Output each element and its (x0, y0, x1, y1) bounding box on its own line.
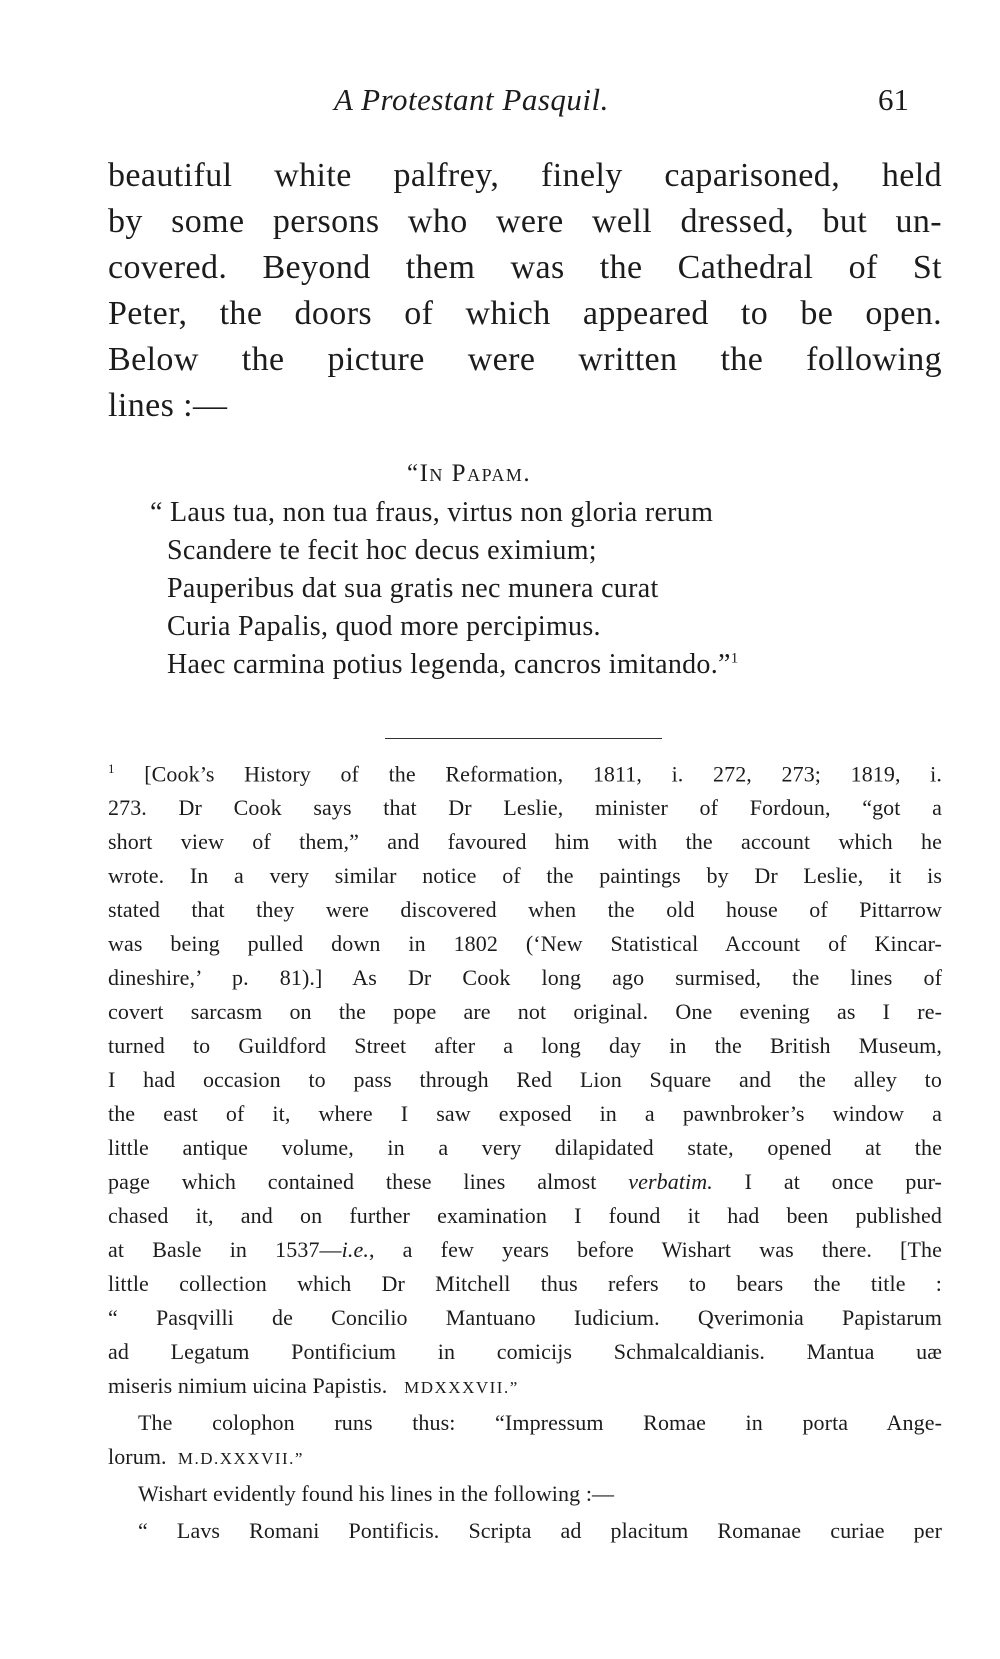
colophon-line-2-text: lorum. (108, 1444, 167, 1469)
footnote-line-10: I had occasion to pass through Red Lion Square and the alley to (108, 1067, 942, 1092)
poem-heading: “In Papam. (407, 460, 532, 487)
poem-line-5-text: Haec carmina potius legenda, cancros imitando.” (167, 649, 731, 680)
footnote-line-7: dineshire,’ p. 81).] As Dr Cook long ago surmised, the lines of (108, 965, 942, 990)
footnote-line-3: short view of them,” and favoured him with the account which he (108, 829, 942, 854)
footnote-line-17: “ Pasqvilli de Concilio Mantuano Iudicium. Qverimonia Papistarum (108, 1305, 942, 1330)
colophon-line-2 (108, 1444, 942, 1470)
footnote-line-16: little collection which Dr Mitchell thus refers to bears the title : (108, 1271, 942, 1296)
footnote-line-9: turned to Guildford Street after a long day in the British Museum, (108, 1033, 942, 1058)
footnote-line-15 (108, 1237, 942, 1263)
running-header-title: A Protestant Pasquil. (334, 82, 609, 117)
footnote-divider (385, 738, 662, 739)
footnote-line-13-text: page which contained these lines almost (108, 1169, 597, 1194)
poem-line-4: Curia Papalis, quod more percipimus. (167, 611, 601, 642)
footnote-line-19 (108, 1373, 942, 1399)
body-line-1: beautiful white palfrey, finely caparisoned, held (108, 157, 942, 194)
poem-line-2: Scandere te fecit hoc decus eximium; (167, 535, 597, 566)
footnote-marker: 1 (108, 761, 115, 776)
page-number: 61 (878, 82, 909, 117)
body-line-4: Peter, the doors of which appeared to be open. (108, 295, 942, 332)
body-line-5: Below the picture were written the following (108, 341, 942, 378)
poem-line-5 (167, 649, 739, 681)
footnote-line-12: little antique volume, in a very dilapidated state, opened at the (108, 1135, 942, 1160)
footnote-line-13-tail: I at once pur- (744, 1169, 942, 1194)
body-line-2: by some persons who were well dressed, but un- (108, 203, 942, 240)
footnote-line-5: stated that they were discovered when the old house of Pittarrow (108, 897, 942, 922)
footnote-date: MDXXXVII.” (404, 1378, 519, 1397)
footnote-line-19-text: miseris nimium uicina Papistis. (108, 1373, 388, 1398)
body-line-6: lines :— (108, 387, 228, 424)
poem-line-3: Pauperibus dat sua gratis nec munera curat (167, 573, 659, 604)
colophon-date: M.D.XXXVII.” (177, 1449, 304, 1468)
footnote-line-4: wrote. In a very similar notice of the paintings by Dr Leslie, it is (108, 863, 942, 888)
verbatim-word: verbatim. (628, 1169, 713, 1194)
footnote-line-6: was being pulled down in 1802 (‘New Statistical Account of Kincar- (108, 931, 942, 956)
footnote-line-8: covert sarcasm on the pope are not original. One evening as I re- (108, 999, 942, 1024)
footnote-line-1-text: [Cook’s History of the Reformation, 1811, i. 272, 273; 1819, i. (144, 761, 942, 787)
footnote-line-11: the east of it, where I saw exposed in a pawnbroker’s window a (108, 1101, 942, 1126)
colophon-line-1: The colophon runs thus: “Impressum Romae in porta Ange- (138, 1410, 942, 1435)
poem-line-1: “ Laus tua, non tua fraus, virtus non gloria rerum (150, 497, 714, 528)
footnote-line-18: ad Legatum Pontificium in comicijs Schmalcaldianis. Mantua uæ (108, 1339, 942, 1364)
ie-word: i.e. (341, 1237, 369, 1262)
footnote-line-2: 273. Dr Cook says that Dr Leslie, minister of Fordoun, “got a (108, 795, 942, 820)
footnote-reference: 1 (730, 650, 739, 667)
wishart-line: Wishart evidently found his lines in the following :— (138, 1481, 615, 1506)
footnote-line-13 (108, 1169, 942, 1195)
footnote-line-14: chased it, and on further examination I found it had been published (108, 1203, 942, 1228)
footnote-line-15-tail: , a few years before Wishart was there. [The (368, 1237, 942, 1262)
footnote-line-15-text: at Basle in 1537— (108, 1237, 342, 1262)
body-line-3: covered. Beyond them was the Cathedral of St (108, 249, 942, 286)
footnote-line-1 (108, 761, 942, 787)
final-line: “ Lavs Romani Pontificis. Scripta ad placitum Romanae curiae per (138, 1518, 942, 1543)
